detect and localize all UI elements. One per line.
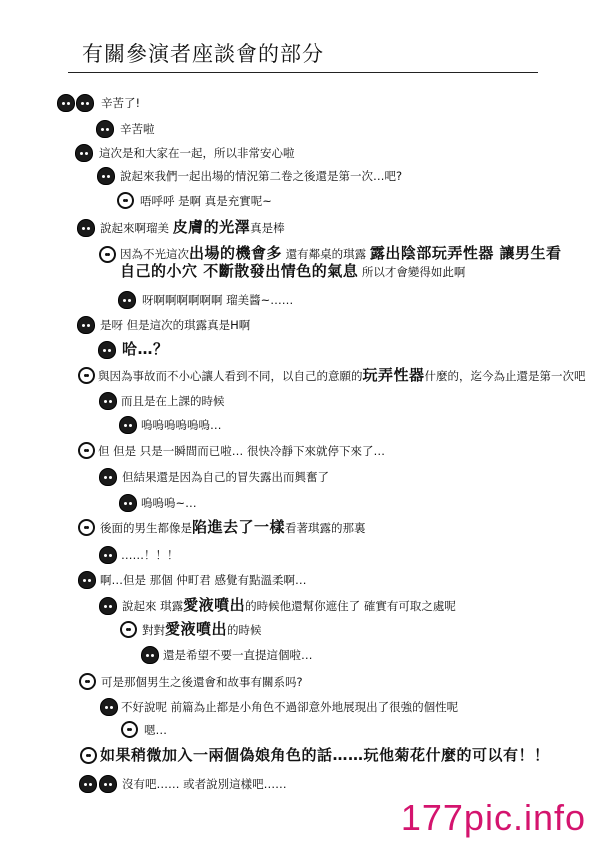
dialogue-line: [100, 219, 285, 237]
dialogue-line: [121, 548, 179, 562]
dialogue-text: 還是希望不要一直提這個啦…: [163, 648, 313, 662]
avatar-icon: [57, 94, 75, 112]
emphasis-text: 出場的機會多: [189, 244, 283, 262]
avatar-icon: [78, 367, 95, 384]
dialogue-text: 真是棒: [250, 221, 285, 235]
page-title: 有關參演者座談會的部分: [82, 42, 324, 66]
dialogue-text: 的時候他還幫你遮住了 確實有可取之處呢: [245, 599, 456, 613]
dialogue-line: [122, 597, 456, 615]
avatar-icon: [76, 94, 94, 112]
avatar-icon: [100, 698, 118, 716]
dialogue-text: 辛苦啦: [120, 122, 155, 136]
dialogue-line: [100, 519, 366, 537]
dialogue-text: 不好說呢 前篇為止都是小角色不過卻意外地展現出了很強的個性呢: [121, 700, 459, 714]
dialogue-text: 與因為事故而不小心讓人看到不同，以自己的意願的: [98, 369, 363, 383]
dialogue-line: [101, 675, 303, 689]
dialogue-text: 什麼的，迄今為止還是第一次吧: [424, 369, 586, 383]
avatar-icon: [99, 775, 117, 793]
dialogue-line: [140, 194, 272, 208]
dialogue-text: 說起來 琪露: [122, 599, 184, 613]
dialogue-text: 嗯…: [144, 723, 167, 737]
dialogue-text: 說起來啊瑠美: [100, 221, 173, 235]
emphasis-text: 露出陰部玩弄性器 讓男生看: [369, 244, 562, 262]
dialogue-line: [141, 418, 222, 432]
title-divider: [68, 72, 538, 73]
avatar-icon: [99, 468, 117, 486]
dialogue-text: 看著琪露的那裏: [285, 521, 366, 535]
emphasis-text: 自己的小穴 不斷散發出情色的氣息: [120, 262, 359, 280]
dialogue-text: 嗚嗚嗚嗚嗚嗚…: [141, 418, 222, 432]
dialogue-line: [120, 263, 465, 281]
avatar-icon: [119, 416, 137, 434]
dialogue-text: 但結果還是因為自己的冒失露出而興奮了: [122, 470, 329, 484]
emphasis-text: 哈…？: [122, 340, 169, 358]
avatar-icon: [98, 341, 116, 359]
emphasis-text: 如果稍微加入一兩個偽娘角色的話……: [100, 746, 364, 764]
avatar-icon: [99, 392, 117, 410]
dialogue-line: [100, 573, 306, 587]
dialogue-text: 但 但是 只是一瞬間而已啦… 很快冷靜下來就停下來了…: [98, 444, 385, 458]
avatar-icon: [141, 646, 159, 664]
dialogue-line: [121, 700, 458, 714]
avatar-icon: [78, 442, 95, 459]
dialogue-line: [144, 723, 167, 737]
dialogue-text: 因為不光這次: [120, 247, 189, 261]
dialogue-line: [101, 96, 140, 110]
avatar-icon: [80, 747, 97, 764]
avatar-icon: [99, 246, 116, 263]
dialogue-text: 這次是和大家在一起，所以非常安心啦: [99, 146, 295, 160]
dialogue-line: [98, 444, 385, 458]
dialogue-text: 後面的男生都像是: [100, 521, 192, 535]
avatar-icon: [79, 673, 96, 690]
emphasis-text: 皮膚的光澤: [172, 218, 251, 236]
emphasis-text: 愛液噴出: [165, 620, 228, 638]
avatar-icon: [77, 219, 95, 237]
dialogue-line: [163, 648, 313, 662]
avatar-icon: [99, 597, 117, 615]
avatar-icon: [78, 571, 96, 589]
dialogue-line: [100, 318, 250, 332]
dialogue-text: 的時候: [227, 623, 262, 637]
avatar-icon: [120, 621, 137, 638]
avatar-icon: [97, 167, 115, 185]
dialogue-line: [99, 146, 295, 160]
dialogue-text: 是呀 但是這次的琪露真是H啊: [100, 318, 251, 332]
emphasis-text: 玩弄性器: [362, 366, 425, 384]
dialogue-text: 辛苦了!: [101, 96, 141, 110]
dialogue-line: [120, 169, 402, 183]
avatar-icon: [117, 192, 134, 209]
avatar-icon: [75, 144, 93, 162]
dialogue-text: 啊…但是 那個 仲町君 感覺有點溫柔啊…: [100, 573, 307, 587]
avatar-icon: [96, 120, 114, 138]
dialogue-line: [122, 470, 329, 484]
emphasis-text: 玩他菊花什麼的可以有！！: [363, 746, 550, 764]
avatar-icon: [99, 546, 117, 564]
emphasis-text: 愛液噴出: [183, 596, 246, 614]
dialogue-text: 而且是在上課的時候: [121, 394, 225, 408]
watermark: 177pic.info: [400, 797, 586, 838]
avatar-icon: [119, 494, 137, 512]
dialogue-text: 說起來我們一起出場的情況第二卷之後還是第一次…吧?: [120, 169, 403, 183]
dialogue-text: 可是那個男生之後還會和故事有關系吗?: [101, 675, 303, 689]
dialogue-line: [98, 367, 586, 385]
dialogue-line: [120, 245, 562, 263]
dialogue-text: ……！！！: [121, 548, 179, 562]
avatar-icon: [79, 775, 97, 793]
dialogue-text: 還有鄰桌的琪露: [282, 247, 370, 261]
avatar-icon: [118, 291, 136, 309]
avatar-icon: [77, 316, 95, 334]
dialogue-line: [142, 293, 293, 307]
dialogue-line: [100, 747, 550, 765]
avatar-icon: [78, 519, 95, 536]
dialogue-line: [122, 341, 169, 359]
dialogue-line: [142, 621, 262, 639]
dialogue-line: [141, 496, 197, 510]
dialogue-text: 嗚嗚嗚~…: [141, 496, 197, 510]
avatar-icon: [121, 721, 138, 738]
dialogue-line: [121, 394, 225, 408]
dialogue-text: 對對: [142, 623, 165, 637]
dialogue-line: [122, 777, 287, 791]
dialogue-text: 呀啊啊啊啊啊啊 瑠美醬~……: [142, 293, 294, 307]
dialogue-line: [120, 122, 155, 136]
dialogue-text: 沒有吧…… 或者說別這樣吧……: [122, 777, 287, 791]
dialogue-text: 所以才會變得如此啊: [358, 265, 466, 279]
dialogue-text: 唔呼呼 是啊 真是充實呢~: [140, 194, 272, 208]
emphasis-text: 陷進去了一樣: [192, 518, 286, 536]
